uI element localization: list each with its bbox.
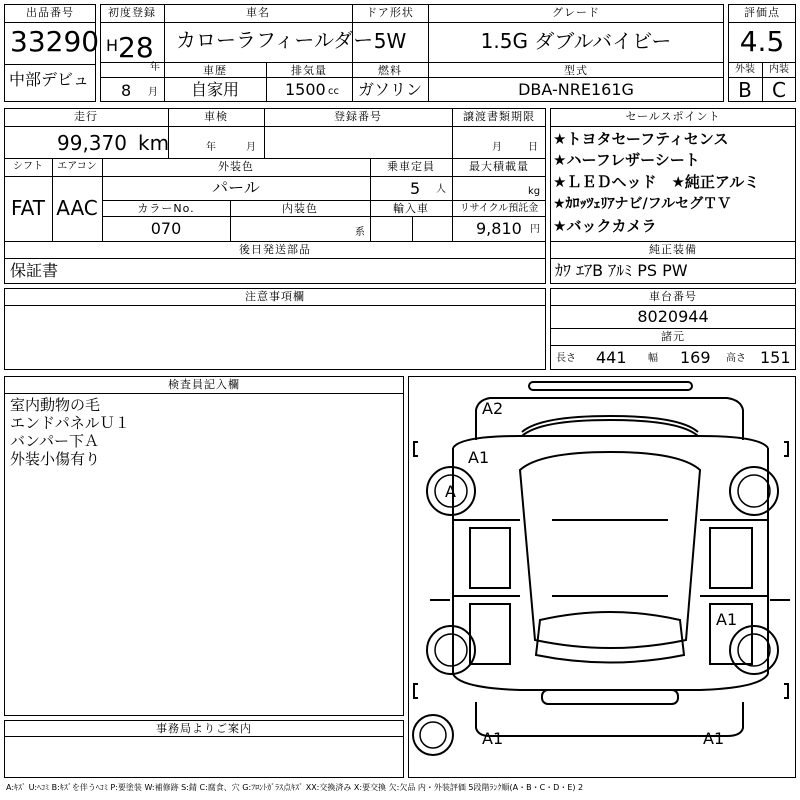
exterior-label: 外装	[735, 64, 755, 75]
transfer-month-unit: 月	[492, 142, 502, 153]
model-code: DBA-NRE161G	[518, 80, 634, 99]
damage-mark-wheel: A	[445, 482, 456, 501]
mileage-unit: km	[138, 131, 170, 155]
ext-color: パール	[212, 178, 260, 197]
reg-no-label: 登録番号	[334, 110, 382, 123]
model-label: 型式	[564, 64, 588, 77]
width: 169	[680, 348, 711, 367]
import-label: 輸入車	[393, 202, 429, 215]
later-parts: 保証書	[10, 261, 59, 280]
inspector-note: バンパー下Ａ	[10, 432, 99, 450]
height: 151	[760, 348, 791, 367]
door-type: 5W	[373, 29, 407, 53]
recycle-label: リサイクル預託金	[459, 203, 539, 214]
equipment: ｶﾜ ｴｱB ｱﾙﾐ PS PW	[555, 261, 688, 280]
capacity: 5	[410, 179, 421, 198]
shift-label: シフト	[13, 161, 43, 172]
grade-label: グレード	[552, 6, 600, 19]
era-letter: H	[106, 36, 119, 55]
overall-score: 4.5	[739, 25, 785, 58]
office-title: 事務局よりご案内	[156, 722, 252, 735]
color-no: 070	[150, 219, 182, 238]
displacement-unit: cc	[328, 86, 339, 97]
score-label: 評価点	[744, 6, 780, 19]
specs-label: 諸元	[661, 330, 685, 343]
inspector-note: 室内動物の毛	[10, 396, 101, 414]
damage-mark-front-left: A1	[482, 729, 504, 748]
recycle-unit: 円	[530, 224, 540, 235]
exterior-grade: B	[738, 78, 752, 102]
damage-mark-rear: A2	[482, 399, 504, 418]
footer-legend: A:ｷｽﾞ U:ﾍｺﾐ B:ｷｽﾞを伴うﾍｺﾐ P:要塗装 W:補修跡 S:錆 C:腐食、穴 G:ﾌﾛﾝﾄｶﾞﾗｽ点ｷｽﾞ XX:交換済み X:要交換 欠:欠品 内・外装評価 5段階ﾗﾝｸ順(A・B・C・D・E) 2	[6, 783, 584, 792]
length: 441	[596, 348, 627, 367]
displacement: 1500	[285, 80, 326, 99]
damage-mark-right-door: A1	[716, 610, 738, 629]
max-load-label: 最大積載量	[469, 160, 529, 173]
mileage-label: 走行	[74, 110, 98, 123]
car-diagram	[408, 376, 796, 778]
car-name: カローラフィールダー	[176, 28, 374, 52]
lot-label: 出品番号	[26, 6, 74, 19]
inspection-label: 車検	[204, 110, 228, 123]
capacity-label: 乗車定員	[387, 160, 435, 173]
interior-grade: C	[772, 78, 786, 102]
selling-points-title: セールスポイント	[625, 110, 721, 123]
selling-point-item: ★バックカメラ	[553, 217, 657, 235]
air-conditioner: AAC	[56, 196, 98, 220]
chassis-title: 車台番号	[649, 290, 697, 303]
lot-number: 33290	[10, 25, 100, 58]
inspection-year-unit: 年	[206, 142, 216, 153]
displacement-label: 排気量	[291, 64, 327, 77]
damage-mark-front-right: A1	[703, 729, 725, 748]
int-color-unit: 系	[355, 227, 365, 238]
int-color-label: 内装色	[282, 202, 318, 215]
recycle-fee: 9,810	[476, 219, 522, 238]
selling-point-item: ★ｶﾛｯﾂｪﾘｱナビ/フルセグＴＶ	[553, 196, 732, 212]
selling-point-item: ★ＬＥＤヘッド ★純正アルミ	[553, 173, 760, 191]
history-label: 車歴	[203, 64, 227, 77]
max-load-unit: kg	[528, 186, 541, 197]
first-reg-label: 初度登録	[108, 6, 156, 19]
length-label: 長さ	[556, 353, 576, 364]
fuel-label: 燃料	[378, 64, 402, 77]
equipment-label: 純正装備	[649, 243, 697, 256]
region-label: 中部デビュ	[9, 70, 90, 89]
width-label: 幅	[648, 353, 658, 364]
month-unit: 月	[148, 87, 158, 98]
notes-title: 注意事項欄	[245, 290, 305, 303]
damage-mark-rear-left: A1	[468, 448, 490, 467]
selling-point-item: ★トヨタセーフティセンス	[553, 130, 729, 148]
era-year: 28	[118, 31, 154, 64]
color-no-label: カラーNo.	[137, 202, 195, 215]
history: 自家用	[190, 80, 239, 99]
selling-point-item: ★ハーフレザーシート	[553, 151, 700, 169]
height-label: 高さ	[726, 353, 746, 364]
grade: 1.5G ダブルバイビー	[480, 29, 672, 53]
inspector-note: 外装小傷有り	[10, 450, 101, 468]
transfer-day-unit: 日	[528, 142, 538, 153]
car-name-label: 車名	[246, 6, 270, 19]
fuel: ガソリン	[357, 80, 422, 99]
inspector-title: 検査員記入欄	[168, 378, 240, 391]
later-parts-label: 後日発送部品	[239, 243, 311, 256]
transfer-label: 譲渡書類期限	[463, 110, 535, 123]
inspection-month-unit: 月	[246, 142, 256, 153]
interior-label: 内装	[769, 64, 789, 75]
shift: FAT	[10, 196, 45, 220]
chassis-number: 8020944	[637, 307, 709, 326]
year-unit: 年	[150, 62, 160, 73]
mileage: 99,370	[57, 131, 127, 155]
ac-label: エアコン	[57, 161, 97, 172]
inspector-note: エンドパネルＵ１	[10, 414, 130, 432]
capacity-unit: 人	[436, 184, 446, 195]
reg-month: 8	[121, 81, 132, 100]
door-label: ドア形状	[366, 6, 414, 19]
ext-color-label: 外装色	[218, 160, 254, 173]
